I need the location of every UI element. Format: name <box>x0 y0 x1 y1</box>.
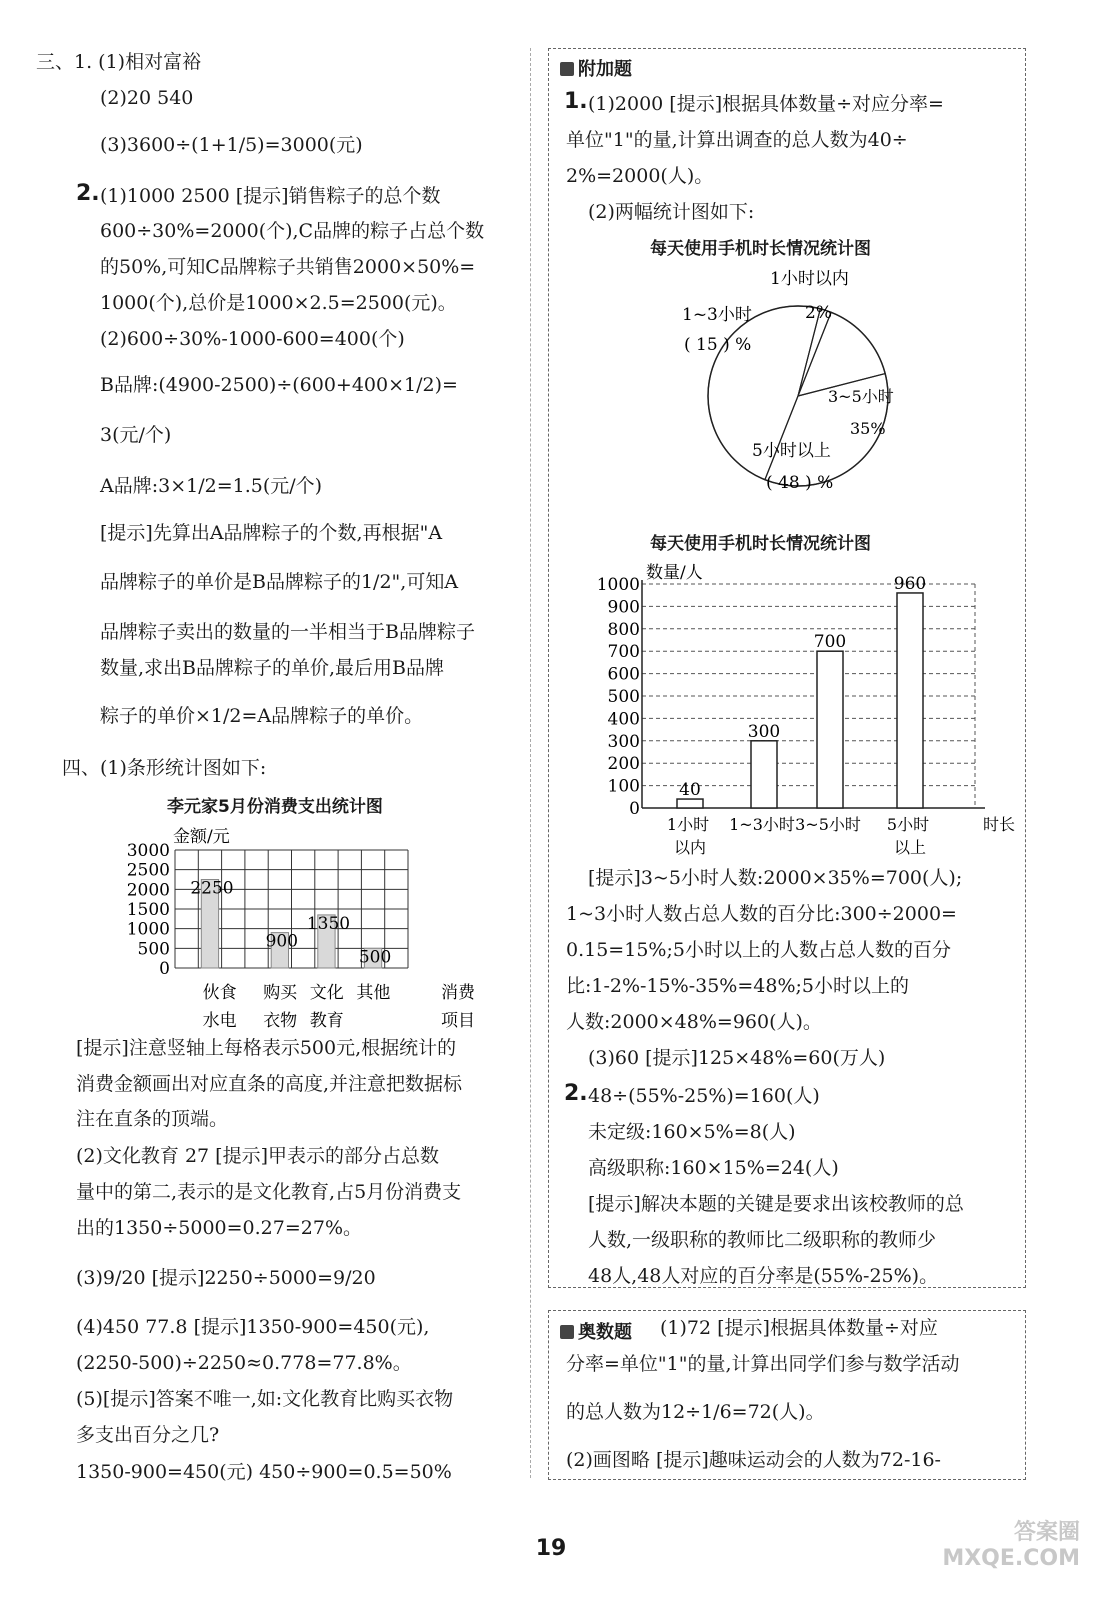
extra-line: (1)2000 [提示]根据具体数量÷对应分率= <box>588 93 944 115</box>
extra-line: 人数,一级职称的教师比二级职称的教师少 <box>588 1229 937 1251</box>
x-axis-label: 时长 <box>982 815 1016 834</box>
q2-line: A品牌:3×1/2=1.5(元/个) <box>100 475 323 497</box>
q2-line: 3(元/个) <box>100 424 172 446</box>
bar-value-label: 1350 <box>306 913 351 934</box>
hint-line: 品牌粽子卖出的数量的一半相当于B品牌粽子 <box>100 621 475 643</box>
hint-line: [提示]先算出A品牌粽子的个数,再根据"A <box>100 522 443 544</box>
q2-line: (2)600÷30%-1000-600=400(个) <box>100 328 405 350</box>
x-category-label: 1小时 <box>666 815 710 834</box>
pie-label: 35% <box>850 419 886 438</box>
y-tick-label: 1000 <box>596 575 640 595</box>
y-axis-label: 金额/元 <box>173 827 230 847</box>
bar-value-label: 300 <box>747 721 781 742</box>
bar-value-label: 2250 <box>190 878 234 899</box>
pie-label: 2% <box>805 303 832 323</box>
pie-label: 5小时以上 <box>752 441 831 461</box>
y-tick-label: 1500 <box>126 900 170 920</box>
hint-line: 粽子的单价×1/2=A品牌粽子的单价。 <box>100 705 424 727</box>
extra-line: 未定级:160×5%=8(人) <box>588 1121 796 1143</box>
bar-value-label: 900 <box>265 931 299 952</box>
spending-bar-chart <box>110 818 500 1028</box>
y-tick-label: 1000 <box>126 919 170 940</box>
extra-line: (2)两幅统计图如下: <box>588 201 755 223</box>
x-category-label: 衣物 <box>263 1011 298 1028</box>
x-category-label: 以上 <box>893 838 927 857</box>
x-category-label: 其他 <box>356 983 391 1003</box>
hint-line: 注在直条的顶端。 <box>76 1108 229 1130</box>
hint-line: [提示]注意竖轴上每格表示500元,根据统计的 <box>76 1037 457 1059</box>
y-tick-label: 800 <box>607 619 640 640</box>
hint-line: 数量,求出B品牌粽子的单价,最后用B品牌 <box>100 657 445 679</box>
bar <box>817 651 843 808</box>
olympiad-line: (1)72 [提示]根据具体数量÷对应 <box>660 1317 938 1339</box>
y-tick-label: 0 <box>159 959 170 979</box>
bar <box>677 799 703 808</box>
extra-line: 0.15=15%;5小时以上的人数占总人数的百分 <box>566 939 951 961</box>
pie-label: 3~5小时 <box>828 387 894 406</box>
y-tick-label: 300 <box>607 731 640 752</box>
answer-line: (2250-500)÷2250≈0.778=77.8%。 <box>76 1352 412 1374</box>
extra-line: 单位"1"的量,计算出调查的总人数为40÷ <box>566 129 908 151</box>
section3-q1-a1: 三、1. (1)相对富裕 <box>36 51 202 73</box>
section4-heading: 四、(1)条形统计图如下: <box>62 757 267 779</box>
x-category-label: 水电 <box>202 1011 237 1028</box>
pie-label: 1小时以内 <box>770 269 849 289</box>
y-tick-label: 200 <box>607 754 640 775</box>
extra-line: 48÷(55%-25%)=160(人) <box>588 1085 820 1107</box>
y-axis-label: 数量/人 <box>646 563 703 583</box>
y-tick-label: 2500 <box>126 860 170 881</box>
answer-line: (2)文化教育 27 [提示]甲表示的部分占总数 <box>76 1145 439 1167</box>
x-category-label: 以内 <box>673 838 707 857</box>
olympiad-title: 奥数题 <box>560 1318 632 1344</box>
column-divider <box>530 48 531 1478</box>
pie-label: ( 48 ) % <box>766 473 834 493</box>
y-tick-label: 400 <box>607 709 640 730</box>
y-tick-label: 500 <box>137 939 170 960</box>
y-tick-label: 700 <box>607 642 640 663</box>
x-axis-label: 消费 <box>441 983 475 1003</box>
x-axis-label: 项目 <box>441 1011 475 1028</box>
q2-line: 600÷30%=2000(个),C品牌的粽子占总个数 <box>100 220 485 242</box>
answer-line: 1350-900=450(元) 450÷900=0.5=50% <box>76 1461 452 1483</box>
section3-q1-a3: (3)3600÷(1+1/5)=3000(元) <box>100 134 363 156</box>
extra-line: [提示]解决本题的关键是要求出该校教师的总 <box>588 1193 964 1215</box>
q2-number: 2. <box>76 181 100 206</box>
extra-line: 人数:2000×48%=960(人)。 <box>566 1011 822 1033</box>
extra-questions-title: 附加题 <box>560 55 632 81</box>
extra-line: 2%=2000(人)。 <box>566 165 714 187</box>
olympiad-line: 的总人数为12÷1/6=72(人)。 <box>566 1401 825 1423</box>
y-tick-label: 3000 <box>126 841 170 861</box>
olympiad-line: 分率=单位"1"的量,计算出同学们参与数学活动 <box>566 1353 960 1375</box>
extra-line: [提示]3~5小时人数:2000×35%=700(人); <box>588 867 963 889</box>
box-marker-icon <box>560 62 574 76</box>
answer-line: (5)[提示]答案不唯一,如:文化教育比购买衣物 <box>76 1388 454 1410</box>
x-category-label: 文化 <box>309 983 344 1003</box>
section3-q1-a2: (2)20 540 <box>100 87 194 109</box>
hint-line: 品牌粽子的单价是B品牌粽子的1/2",可知A <box>100 571 459 593</box>
olympiad-line: (2)画图略 [提示]趣味运动会的人数为72-16- <box>566 1449 941 1471</box>
y-tick-label: 2000 <box>126 880 170 901</box>
extra-line: 比:1-2%-15%-35%=48%;5小时以上的 <box>566 975 909 997</box>
answer-line: 量中的第二,表示的是文化教育,占5月份消费支 <box>76 1181 462 1203</box>
phone-bar-chart-title: 每天使用手机时长情况统计图 <box>650 534 871 554</box>
x-category-label: 教育 <box>309 1011 344 1028</box>
y-tick-label: 0 <box>629 799 640 819</box>
extra-q2-number: 2. <box>564 1081 588 1106</box>
bar <box>751 741 777 808</box>
extra-line: (3)60 [提示]125×48%=60(万人) <box>588 1047 886 1069</box>
bar-value-label: 500 <box>358 947 392 968</box>
bar-value-label: 960 <box>893 573 927 594</box>
y-tick-label: 500 <box>607 687 640 707</box>
box-marker-icon <box>560 1325 574 1339</box>
extra-line: 1~3小时人数占总人数的百分比:300÷2000= <box>566 903 957 925</box>
y-tick-label: 600 <box>607 664 640 685</box>
spending-chart-title: 李元家5月份消费支出统计图 <box>167 797 383 817</box>
answer-line: 多支出百分之几? <box>76 1424 220 1446</box>
x-category-label: 3~5小时 <box>795 815 861 834</box>
pie-label: 1~3小时 <box>682 305 752 325</box>
y-tick-label: 900 <box>607 597 640 618</box>
x-category-label: 伙食 <box>202 983 237 1003</box>
phone-usage-pie-chart <box>670 262 930 502</box>
answer-line: (4)450 77.8 [提示]1350-900=450(元), <box>76 1316 430 1338</box>
extra-q1-number: 1. <box>564 89 588 114</box>
x-category-label: 1~3小时 <box>729 815 795 834</box>
q2-line: 1000(个),总价是1000×2.5=2500(元)。 <box>100 292 457 314</box>
q2-line: B品牌:(4900-2500)÷(600+400×1/2)= <box>100 374 458 396</box>
x-category-label: 购买 <box>263 983 298 1003</box>
pie-label: ( 15 ) % <box>684 335 752 355</box>
pie-chart-title: 每天使用手机时长情况统计图 <box>650 239 871 259</box>
q2-line: 的50%,可知C品牌粽子共销售2000×50%= <box>100 256 476 278</box>
bar-value-label: 700 <box>813 632 847 653</box>
answer-line: 出的1350÷5000=0.27=27%。 <box>76 1217 363 1239</box>
watermark: 答案圈 MXQE.COM <box>942 1520 1080 1571</box>
x-category-label: 5小时 <box>886 815 930 834</box>
bar <box>897 593 923 808</box>
extra-line: 高级职称:160×15%=24(人) <box>588 1157 839 1179</box>
y-tick-label: 100 <box>607 776 640 797</box>
bar-value-label: 40 <box>679 780 701 801</box>
answer-line: (3)9/20 [提示]2250÷5000=9/20 <box>76 1267 376 1289</box>
extra-line: 48人,48人对应的百分率是(55%-25%)。 <box>588 1265 939 1287</box>
page-number: 19 <box>535 1536 567 1561</box>
q2-line: (1)1000 2500 [提示]销售粽子的总个数 <box>100 185 441 207</box>
phone-usage-bar-chart <box>580 560 1020 860</box>
hint-line: 消费金额画出对应直条的高度,并注意把数据标 <box>76 1073 463 1095</box>
